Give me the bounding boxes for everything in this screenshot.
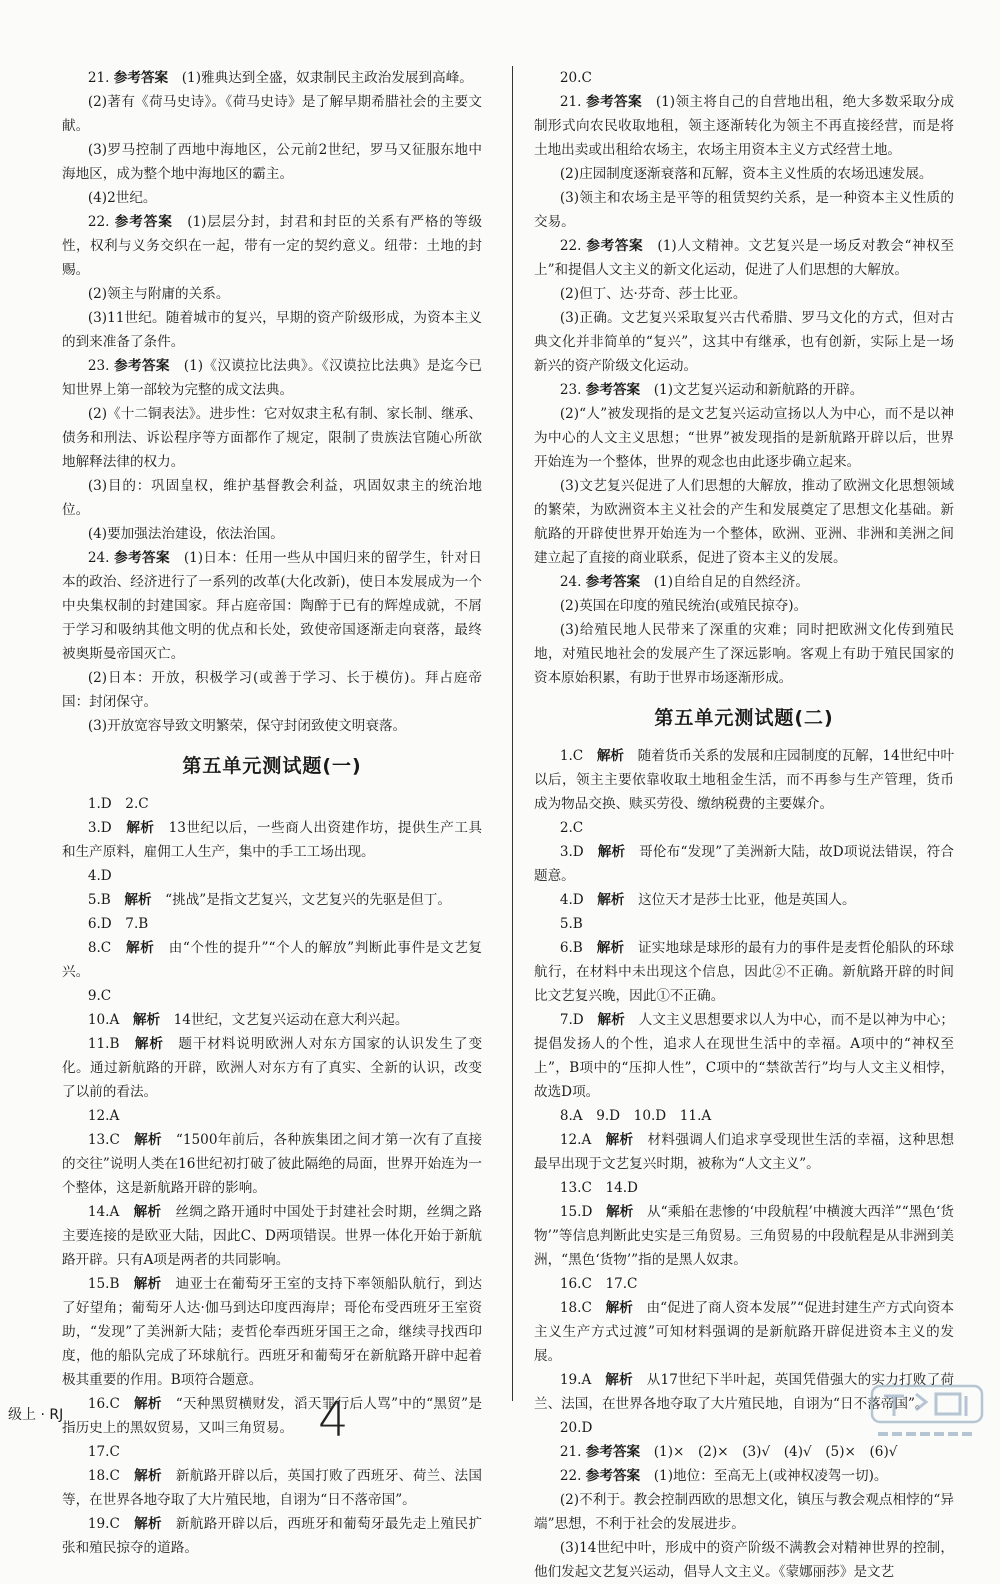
question-number: 14.A (87, 1204, 120, 1220)
question-number: 22. (559, 1468, 582, 1484)
answer-text: 新航路开辟以后，西班牙和葡萄牙最先走上殖民扩张和殖民掠夺的道路。 (62, 1516, 483, 1556)
answer-text: (3)目的：巩固皇权，维护基督教会利益，巩固奴隶主的统治地位。 (62, 478, 482, 518)
answer-line (534, 162, 954, 186)
answer-text: 随着货币关系的发展和庄园制度的瓦解，14世纪中叶以后，领主主要依靠收取土地租金生活，而不再参与生产管理，货币成为物品交换、赎买劳役、缴纳税费的主要媒介。 (534, 748, 955, 812)
answer-line (534, 618, 954, 690)
answer-text: (1)地位：至高无上(或神权凌驾一切)。 (653, 1468, 888, 1484)
question-number: 24. (87, 550, 110, 566)
answer-text: 新航路开辟以后，英国打败了西班牙、荷兰、法国等，在世界各地夺取了大片殖民地，自诩为“日不落帝国”。 (62, 1468, 483, 1508)
answer-label: 参考答案 (585, 1468, 641, 1484)
question-number: 24. (559, 574, 582, 590)
answer-text: (2)“人”被发现指的是文艺复兴运动宣扬以人为中心，而不是以神为中心的人文主义思想；“世界”被发现指的是新航路开辟以后，世界开始连为一个整体，世界的观念也由此逐步确立起来。 (534, 406, 954, 470)
question-number: 22. (559, 238, 582, 254)
question-number: 12.A (559, 1132, 592, 1148)
answer-item (62, 354, 482, 402)
question-number: 16.C (87, 1396, 120, 1412)
answer-label: 参考答案 (114, 358, 170, 374)
answer-item (62, 210, 482, 282)
answer-text: (2)著有《荷马史诗》。《荷马史诗》是了解早期希腊社会的主要文献。 (62, 94, 482, 134)
answer-line (62, 186, 482, 210)
answer-text: 由“促进了商人资本发展”“促进封建生产方式向资本主义生产方式过渡”可知材料强调的是新航路开辟促进资本主义的发展。 (534, 1300, 955, 1364)
answer-item (534, 1008, 954, 1104)
question-number: 6.B (559, 940, 583, 956)
analysis-label: 解析 (124, 892, 152, 908)
answer-label: 参考答案 (113, 70, 169, 86)
answer-text: 8.A 9.D 10.D 11.A (559, 1108, 712, 1124)
analysis-label: 解析 (134, 1132, 162, 1148)
answer-text: (1)自给自足的自然经济。 (653, 574, 809, 590)
answer-label: 参考答案 (586, 94, 642, 110)
answer-item (534, 936, 954, 1008)
answer-text: 迪亚士在葡萄牙王室的支持下率领船队航行，到达了好望角；葡萄牙人达·伽马到达印度西海岸；哥伦布受西班牙王室资助，“发现”了美洲新大陆；麦哲伦奉西班牙国王之命，继续寻找西印度，他的船队完成了环球航行。西班牙和葡萄牙在新航路开辟中起着极其重要的作用。B项符合题意。 (62, 1276, 483, 1388)
answer-text: 1.D 2.C (87, 796, 149, 812)
question-number: 18.C (87, 1468, 120, 1484)
answer-line (534, 1104, 954, 1128)
answer-item (62, 1008, 482, 1032)
answer-text: 证实地球是球形的最有力的事件是麦哲伦船队的环球航行，在材料中未出现这个信息，因此②不正确。新航路开辟的时间比文艺复兴晚，因此①不正确。 (534, 940, 955, 1004)
analysis-label: 解析 (132, 1012, 161, 1028)
question-number: 23. (87, 358, 110, 374)
answer-label: 参考答案 (585, 382, 641, 398)
answer-label: 参考答案 (585, 1444, 641, 1460)
analysis-label: 解析 (126, 820, 155, 836)
answer-text: “1500年前后，各种族集团之间才第一次有了直接的交往”说明人类在16世纪初打破了彼此隔绝的局面，世界开始连为一个整体，这是新航路开辟的影响。 (62, 1132, 483, 1196)
answer-line (534, 402, 954, 474)
left-column (62, 66, 482, 1560)
answer-line (62, 138, 482, 186)
answer-text: “天种黑贸横财发，滔天罪行后人骂”中的“黑贸”是指历史上的黑奴贸易，又叫三角贸易。 (62, 1396, 483, 1436)
question-number: 19.C (87, 1516, 120, 1532)
analysis-label: 解析 (605, 1132, 634, 1148)
answer-text: (2)日本：开放，积极学习(或善于学习、长于模仿)。拜占庭帝国：封闭保守。 (62, 670, 482, 710)
right-column (534, 66, 954, 1584)
answer-text: (4)要加强法治建设，依法治国。 (87, 526, 284, 542)
answer-line (62, 282, 482, 306)
answer-line (534, 306, 954, 378)
answer-line (534, 282, 954, 306)
answer-text: (2)庄园制度逐渐衰落和瓦解，资本主义性质的农场迅速发展。 (559, 166, 933, 182)
answer-item (534, 840, 954, 888)
answer-item (62, 1200, 482, 1272)
answer-item (534, 1128, 954, 1176)
answer-label: 参考答案 (586, 238, 644, 254)
answer-item (534, 1200, 954, 1272)
answer-text: (3)罗马控制了西地中海地区，公元前2世纪，罗马又征服东地中海地区，成为整个地中海地区的霸主。 (62, 142, 482, 182)
question-number: 22. (87, 214, 110, 230)
answer-text: (1)雅典达到全盛，奴隶制民主政治发展到高峰。 (181, 70, 473, 86)
answer-label: 参考答案 (114, 214, 173, 230)
answer-item (62, 1032, 482, 1104)
answer-text: (2)领主与附庸的关系。 (87, 286, 230, 302)
answer-text: 12.A (87, 1108, 120, 1124)
answer-line (62, 90, 482, 138)
answer-line (62, 792, 482, 816)
analysis-label: 解析 (134, 1036, 164, 1052)
grade-label: 级上 · RJ (8, 1407, 64, 1423)
answer-line (62, 306, 482, 354)
question-number: 15.B (87, 1276, 120, 1292)
answer-text: (2)不利于。教会控制西欧的思想文化，镇压与教会观点相悖的“异端”思想，不利于社会的发展进步。 (534, 1492, 954, 1532)
analysis-label: 解析 (596, 940, 625, 956)
answer-line (534, 1488, 954, 1536)
question-number: 3.D (87, 820, 112, 836)
answer-item (62, 1512, 482, 1560)
answer-line (534, 186, 954, 234)
analysis-label: 解析 (597, 892, 625, 908)
answer-text: 这位天才是莎士比亚，他是英国人。 (638, 892, 856, 908)
answer-text: 材料强调人们追求享受现世生活的幸福，这种思想最早出现于文艺复兴时期，被称为“人文主义”。 (534, 1132, 955, 1172)
question-number: 18.C (559, 1300, 592, 1316)
answer-item (62, 888, 482, 912)
section-heading: 第五单元测试题(一) (182, 755, 362, 777)
answer-line (62, 984, 482, 1008)
answer-text: 哥伦布“发现”了美洲新大陆，故D项说法错误，符合题意。 (534, 844, 955, 884)
answer-text: 5.B (559, 916, 583, 932)
answer-text: (1)日本：任用一些从中国归来的留学生，针对日本的政治、经济进行了一系列的改革(大化改新)，使日本发展成为一个中央集权制的封建国家。拜占庭帝国：陶醉于已有的辉煌成就，不屑于学习和吸纳其他文明的优点和长处，致使帝国逐渐走向衰落，最终被奥斯曼帝国灭亡。 (62, 550, 482, 662)
answer-text: (3)开放宽容导致文明繁荣，保守封闭致使文明衰落。 (87, 718, 407, 734)
question-number: 13.C (87, 1132, 120, 1148)
question-number: 21. (559, 1444, 582, 1460)
watermark-logo (866, 1382, 988, 1444)
answer-line (534, 66, 954, 90)
answer-text: (3)领主和农场主是平等的租赁契约关系，是一种资本主义性质的交易。 (534, 190, 954, 230)
answer-text: (3)给殖民地人民带来了深重的灾难；同时把欧洲文化传到殖民地，对殖民地社会的发展产生了深远影响。客观上有助于殖民国家的资本原始积累，有助于世界市场逐渐形成。 (534, 622, 954, 686)
question-number: 8.C (87, 940, 112, 956)
answer-item (534, 570, 954, 594)
answer-item (62, 1128, 482, 1200)
question-number: 3.D (559, 844, 584, 860)
answer-line (62, 522, 482, 546)
answer-text: 由“个性的提升”“个人的解放”判断此事件是文艺复兴。 (62, 940, 483, 980)
answer-text: (1)领主将自己的自营地出租，绝大多数采取分成制形式向农民收取地租，领主逐渐转化为领主不再直接经营，而是将土地出卖或出租给农场主，农场主用资本主义方式经营土地。 (534, 94, 954, 158)
question-number: 19.A (559, 1372, 592, 1388)
answer-label: 参考答案 (585, 574, 641, 590)
answer-text: 6.D 7.B (87, 916, 149, 932)
analysis-label: 解析 (134, 1396, 162, 1412)
answer-item (62, 1272, 482, 1392)
answer-line (534, 474, 954, 570)
question-number: 4.D (559, 892, 584, 908)
analysis-label: 解析 (606, 1204, 634, 1220)
answer-text: 13.C 14.D (559, 1180, 638, 1196)
analysis-label: 解析 (597, 844, 626, 860)
answer-item (62, 546, 482, 666)
answer-line (534, 816, 954, 840)
answer-item (534, 378, 954, 402)
answer-item (534, 744, 954, 816)
answer-text: 从“乘船在悲惨的‘中段航程’中横渡大西洋”“黑色‘货物’”等信息判断此史实是三角贸易。三角贸易的中段航程是从非洲到美洲，“黑色‘货物’”指的是黑人奴隶。 (534, 1204, 955, 1268)
answer-item (534, 888, 954, 912)
answer-line (534, 1176, 954, 1200)
answer-text: 4.D (87, 868, 112, 884)
answer-line (62, 912, 482, 936)
answer-text: 16.C 17.C (559, 1276, 638, 1292)
answer-item (534, 1464, 954, 1488)
answer-text: 题干材料说明欧洲人对东方国家的认识发生了变化。通过新航路的开辟，欧洲人对东方有了真实、全新的认识，改变了以前的看法。 (62, 1036, 483, 1100)
answer-text: (1)× (2)× (3)√ (4)√ (5)× (6)√ (653, 1444, 898, 1460)
answer-text: (1)文艺复兴运动和新航路的开辟。 (653, 382, 864, 398)
answer-text: “挑战”是指文艺复兴，文艺复兴的先驱是但丁。 (165, 892, 451, 908)
analysis-label: 解析 (597, 1012, 625, 1028)
analysis-label: 解析 (133, 1204, 162, 1220)
answer-text: 13世纪以后，一些商人出资建作坊，提供生产工具和生产原料，雇佣工人生产，集中的手工工场出现。 (62, 820, 483, 860)
answer-line (534, 594, 954, 618)
answer-text: 2.C (559, 820, 584, 836)
answer-text: 20.C (559, 70, 592, 86)
answer-line (62, 474, 482, 522)
analysis-label: 解析 (605, 1300, 633, 1316)
answer-text: (3)文艺复兴促进了人们思想的大解放，推动了欧洲文化思想领域的繁荣，为欧洲资本主义社会的产生和发展奠定了思想文化基础。新航路的开辟使世界开始连为一个整体，欧洲、亚洲、非洲和美洲之间建立起了直接的商业联系，促进了资本主义的发展。 (534, 478, 954, 566)
question-number: 15.D (559, 1204, 593, 1220)
handwritten-page-number: 4 (318, 1392, 349, 1448)
answer-label: 参考答案 (114, 550, 170, 566)
answer-item (62, 1464, 482, 1512)
answer-text: 从17世纪下半叶起，英国凭借强大的实力打败了荷兰、法国，在世界各地夺取了大片殖民地，自诩为“日不落帝国”。 (534, 1372, 955, 1412)
answer-text: (3)14世纪中叶，形成中的资产阶级不满教会对精神世界的控制，他们发起文艺复兴运动，倡导人文主义。《蒙娜丽莎》是文艺 (534, 1540, 954, 1580)
analysis-label: 解析 (596, 748, 625, 764)
answer-item (534, 90, 954, 162)
answer-text: (3)正确。文艺复兴采取复兴古代希腊、罗马文化的方式，但对古典文化并非简单的“复兴”，这其中有继承，也有创新，实际上是一场新兴的资产阶级文化运动。 (534, 310, 954, 374)
answer-text: (2)但丁、达·芬奇、莎士比亚。 (559, 286, 747, 302)
analysis-label: 解析 (134, 1468, 162, 1484)
section-heading: 第五单元测试题(二) (654, 707, 834, 729)
analysis-label: 解析 (126, 940, 155, 956)
question-number: 10.A (87, 1012, 120, 1028)
answer-item (62, 66, 482, 90)
answer-line (62, 666, 482, 714)
answer-line (62, 714, 482, 738)
answer-line (62, 1104, 482, 1128)
answer-text: 人文主义思想要求以人为中心，而不是以神为中心；提倡发扬人的个性，追求人在现世生活中的幸福。A项中的“神权至上”，B项中的“压抑人性”，C项中的“禁欲苦行”均与人文主义相悖，故选D项。 (534, 1012, 955, 1100)
analysis-label: 解析 (605, 1372, 633, 1388)
answer-item (534, 234, 954, 282)
analysis-label: 解析 (134, 1516, 162, 1532)
answer-line (62, 402, 482, 474)
answer-item (62, 936, 482, 984)
question-number: 11.B (87, 1036, 120, 1052)
answer-text: (2)《十二铜表法》。进步性：它对奴隶主私有制、家长制、继承、债务和刑法、诉讼程序等方面都作了规定，限制了贵族法官随心所欲地解释法律的权力。 (62, 406, 482, 470)
answer-item (62, 1392, 482, 1440)
question-number: 21. (87, 70, 110, 86)
question-number: 21. (559, 94, 582, 110)
answer-text: (4)2世纪。 (87, 190, 157, 206)
answer-text: 17.C (87, 1444, 120, 1460)
answer-text: (1)层层分封，封君和封臣的关系有严格的等级性，权利与义务交织在一起，带有一定的契约意义。纽带：土地的封赐。 (62, 214, 483, 278)
answer-text: (1)《汉谟拉比法典》。《汉谟拉比法典》是迄今已知世界上第一部较为完整的成文法典。 (62, 358, 483, 398)
answer-text: 20.D (559, 1420, 593, 1436)
question-number: 7.D (559, 1012, 584, 1028)
answer-line (62, 1440, 482, 1464)
analysis-label: 解析 (133, 1276, 162, 1292)
answer-line (534, 1272, 954, 1296)
answer-text: 9.C (87, 988, 112, 1004)
answer-item (62, 816, 482, 864)
answer-text: 14世纪，文艺复兴运动在意大利兴起。 (173, 1012, 409, 1028)
question-number: 1.C (559, 748, 584, 764)
question-number: 23. (559, 382, 582, 398)
answer-item (534, 1296, 954, 1368)
answer-line (534, 912, 954, 936)
answer-text: (1)人文精神。文艺复兴是一场反对教会“神权至上”和提倡人文主义的新文化运动，促进了人们思想的大解放。 (534, 238, 955, 278)
answer-text: (3)11世纪。随着城市的复兴，早期的资产阶级形成，为资本主义的到来准备了条件。 (62, 310, 482, 350)
answer-text: 丝绸之路开通时中国处于封建社会时期，丝绸之路主要连接的是欧亚大陆，因此C、D两项错误。世界一体化开始于新航路开辟。只有A项是两者的共同影响。 (62, 1204, 483, 1268)
answer-line (534, 1536, 954, 1584)
answer-text: (2)英国在印度的殖民统治(或殖民掠夺)。 (559, 598, 808, 614)
answer-line (62, 864, 482, 888)
question-number: 5.B (87, 892, 111, 908)
column-divider (512, 66, 513, 1401)
